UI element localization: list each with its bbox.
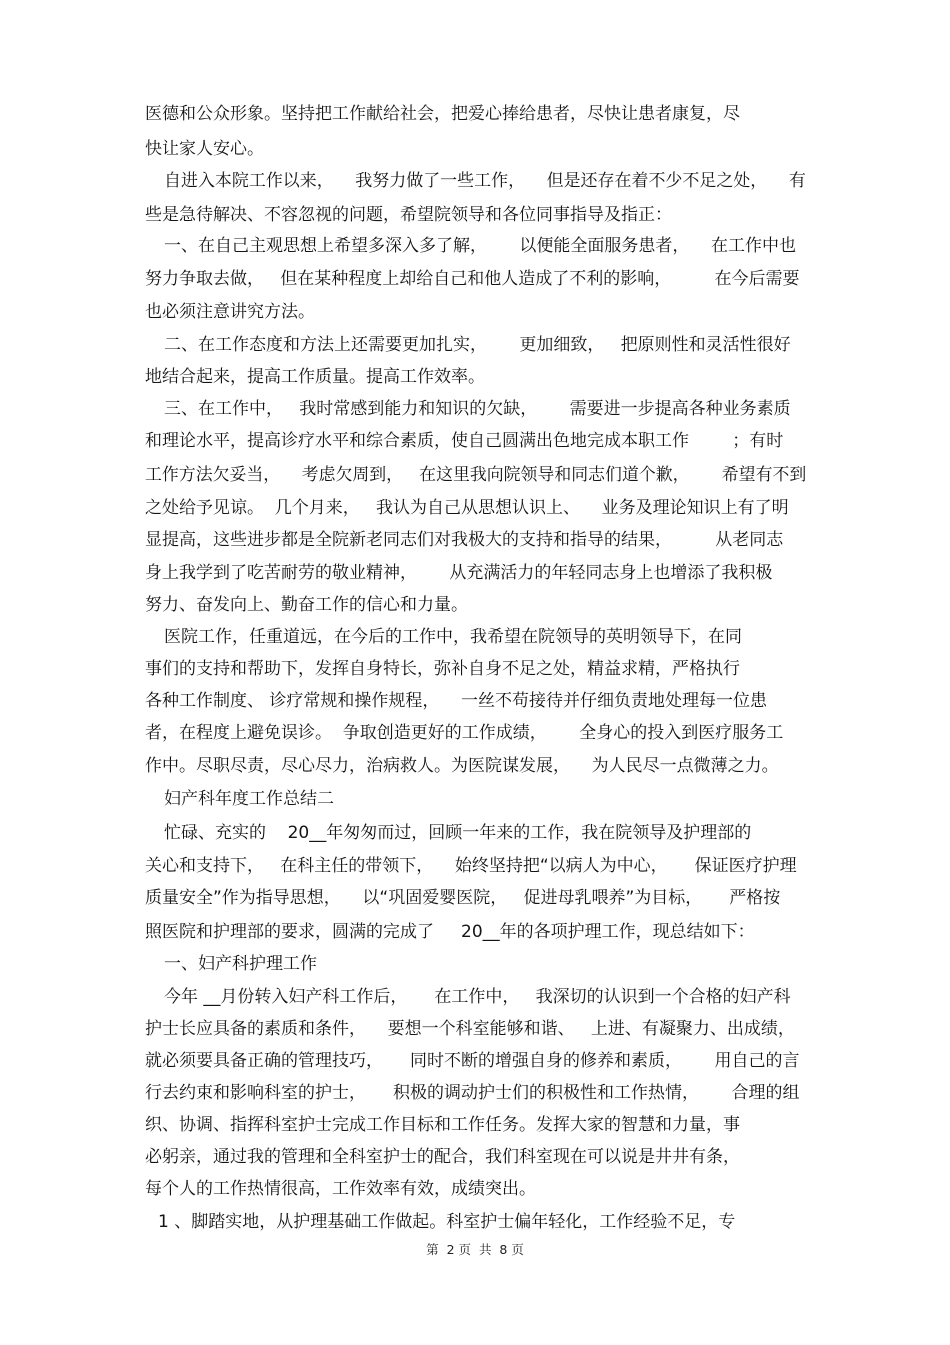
text-line: 自进入本院工作以来， 我努力做了一些工作， 但是还存在着不少不足之处， 有: [164, 171, 806, 191]
subsection-heading: 一、妇产科护理工作: [164, 954, 317, 974]
text-line: 事们的支持和帮助下，发挥自身特长，弥补自身不足之处，精益求精，严格执行: [145, 659, 740, 679]
text-line: 一、在自己主观思想上希望多深入多了解， 以便能全面服务患者， 在工作中也: [164, 236, 797, 256]
text-line: 身上我学到了吃苦耐劳的敬业精神， 从充满活力的年轻同志身上也增添了我积极: [145, 563, 773, 583]
text-line: 努力争取去做， 但在某种程度上却给自己和他人造成了不利的影响， 在今后需要: [145, 269, 800, 289]
text-line: 1 、脚踏实地，从护理基础工作做起。科室护士偏年轻化，工作经验不足，专: [158, 1212, 736, 1232]
text-line: 医德和公众形象。坚持把工作献给社会，把爱心捧给患者，尽快让患者康复，尽: [145, 104, 740, 124]
text-line: 行去约束和影响科室的护士， 积极的调动护士们的积极性和工作热情， 合理的组: [145, 1083, 800, 1103]
text-line: 忙碌、充实的 20__年匆匆而过，回顾一年来的工作，我在院领导及护理部的: [164, 823, 752, 843]
text-line: 些是急待解决、不容忽视的问题，希望院领导和各位同事指导及指正：: [145, 205, 672, 225]
text-line: 者，在程度上避免误诊。 争取创造更好的工作成绩， 全身心的投入到医疗服务工: [145, 723, 784, 743]
text-line: 显提高，这些进步都是全院新老同志们对我极大的支持和指导的结果， 从老同志: [145, 530, 784, 550]
text-line: 三、在工作中， 我时常感到能力和知识的欠缺， 需要进一步提高各种业务素质: [164, 399, 791, 419]
text-line: 质量安全”作为指导思想， 以“巩固爱婴医院， 促进母乳喂养”为目标， 严格按: [145, 888, 781, 908]
text-line: 就必须要具备正确的管理技巧， 同时不断的增强自身的修养和素质， 用自己的言: [145, 1051, 800, 1071]
text-line: 照医院和护理部的要求，圆满的完成了 20__年的各项护理工作，现总结如下：: [145, 922, 755, 942]
text-line: 快让家人安心。: [145, 139, 264, 159]
text-line: 护士长应具备的素质和条件， 要想一个科室能够和谐、 上进、有凝聚力、出成绩，: [145, 1019, 795, 1039]
text-line: 织、协调、指挥科室护士完成工作目标和工作任务。发挥大家的智慧和力量，事: [145, 1115, 740, 1135]
text-line: 必躬亲，通过我的管理和全科室护士的配合，我们科室现在可以说是井井有条，: [145, 1147, 740, 1167]
text-line: 各种工作制度、 诊疗常规和操作规程， 一丝不苟接待并仔细负责地处理每一位患: [145, 691, 768, 711]
text-line: 作中。尽职尽责，尽心尽力，治病救人。为医院谋发展， 为人民尽一点微薄之力。: [145, 756, 779, 776]
page-footer: 第 2 页 共 8 页: [426, 1242, 524, 1257]
text-line: 今年 __月份转入妇产科工作后， 在工作中， 我深切的认识到一个合格的妇产科: [164, 987, 791, 1007]
text-line: 地结合起来，提高工作质量。提高工作效率。: [145, 367, 485, 387]
text-line: 和理论水平，提高诊疗水平和综合素质，使自己圆满出色地完成本职工作 ；有时: [145, 431, 784, 451]
text-line: 也必须注意讲究方法。: [145, 302, 315, 322]
text-line: 医院工作，任重道远，在今后的工作中，我希望在院领导的英明领导下，在同: [164, 627, 742, 647]
text-line: 关心和支持下， 在科主任的带领下， 始终坚持把“以病人为中心， 保证医疗护理: [145, 856, 797, 876]
text-line: 工作方法欠妥当， 考虑欠周到， 在这里我向院领导和同志们道个歉， 希望有不到: [145, 465, 807, 485]
text-line: 努力、奋发向上、勤奋工作的信心和力量。: [145, 595, 468, 615]
text-line: 每个人的工作热情很高，工作效率有效，成绩突出。: [145, 1179, 536, 1199]
text-line: 二、在工作态度和方法上还需要更加扎实， 更加细致， 把原则性和灵活性很好: [164, 335, 791, 355]
section-heading: 妇产科年度工作总结二: [164, 789, 334, 809]
text-line: 之处给予见谅。 几个月来， 我认为自己从思想认识上、 业务及理论知识上有了明: [145, 498, 789, 518]
